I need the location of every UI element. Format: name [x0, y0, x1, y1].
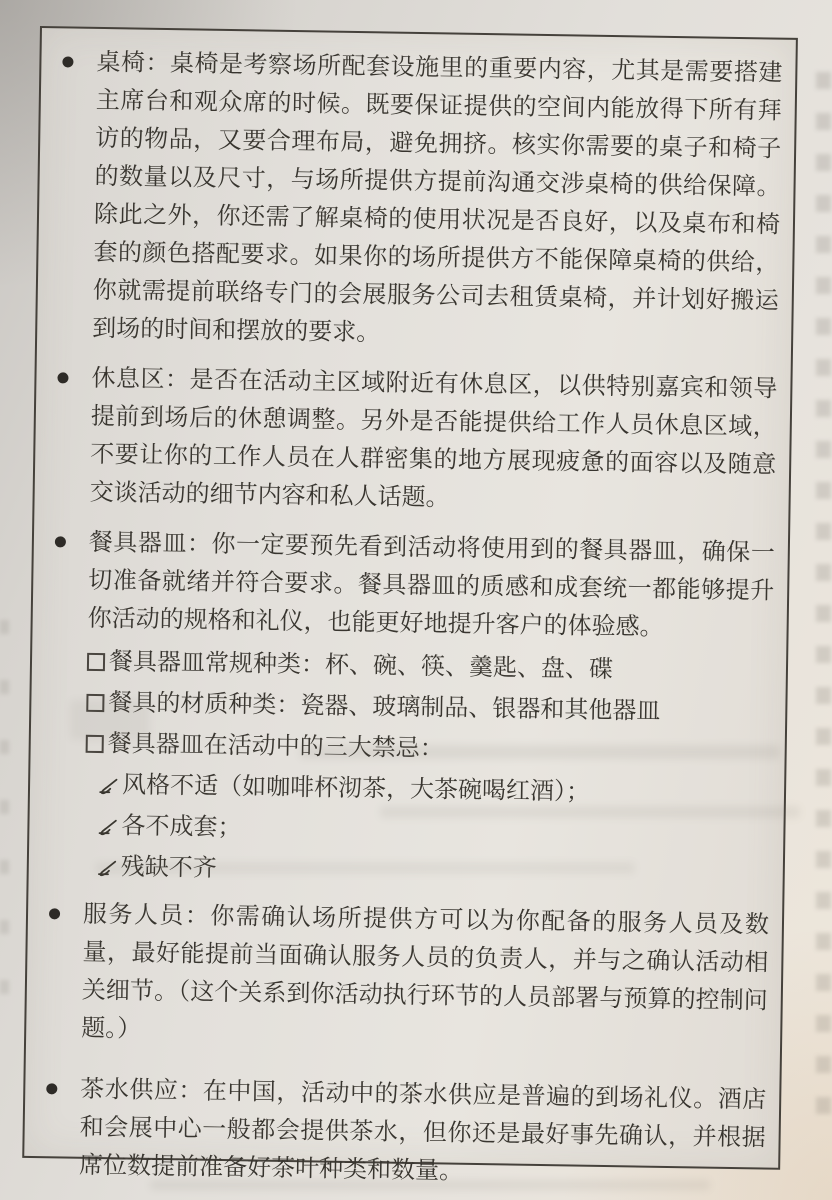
- bullet-text: 茶水供应：在中国，活动中的茶水供应是普遍的到场礼仪。酒店和会展中心一般都会提供茶水，但你还是最好事先确认，并根据席位数提前准备好茶叶种类和数量。: [78, 1076, 767, 1185]
- bullet-text: 餐具器皿：你一定要预先看到活动将使用到的餐具器皿，确保一切准备就绪并符合要求。餐具器皿的质感和成套统一都能够提升你活动的规格和礼仪，也能更好地提升客户的体验感。: [87, 529, 776, 641]
- bullet-text: 服务人员：你需确认场所提供方可以为你配备的服务人员及数量，最好能提前当面确认服务人员的负责人，并与之确认活动相关细节。（这个关系到你活动执行环节的人员部署与预算的控制问题。）: [81, 901, 770, 1043]
- checkbox-text: 餐具的材质种类：瓷器、玻璃制品、银器和其他器皿: [108, 690, 661, 725]
- pencil-icon: [97, 816, 118, 837]
- bleedthrough-artifact: [95, 862, 635, 874]
- bullet-item-tableware: [87, 524, 775, 649]
- bullet-icon: [57, 372, 68, 383]
- bleedthrough-artifact: [300, 745, 780, 759]
- bullet-item-tables-chairs: [92, 44, 783, 359]
- bullet-item-service-staff: [81, 896, 769, 1059]
- bleedthrough-artifact: [70, 700, 150, 740]
- page-content: [24, 28, 796, 1185]
- pencil-icon: [98, 775, 119, 796]
- bullet-icon: [46, 1083, 57, 1094]
- pencil-text: 残缺不齐: [120, 854, 217, 882]
- bullet-text: 休息区：是否在活动主区域附近有休息区，以供特别嘉宾和领导提前到场后的休憩调整。另外是否能提供给工作人员休息区域，不要让你的工作人员在人群密集的地方展现疲惫的面容以及随意交谈活动的细节内容和私人话题。: [89, 365, 778, 512]
- bullet-icon: [62, 56, 73, 67]
- bleedthrough-artifact: [380, 806, 800, 818]
- checkbox-text: 餐具器皿常规种类：杯、碗、筷、羹匙、盘、碟: [108, 649, 614, 684]
- bullet-item-tea-supply: [79, 1071, 767, 1196]
- bullet-text: 桌椅：桌椅是考察场所配套设施里的重要内容，尤其是需要搭建主席台和观众席的时候。既要保证提供的空间内能放得下所有拜访的物品，又要合理布局，避免拥挤。核实你需要的桌子和椅子的数量以及尺寸，与场所提供方提前沟通交涉桌椅的供给保障。除此之外，你还需了解桌椅的使用状况是否良好，以及桌布和椅套的颜色搭配要求。如果你的场所提供方不能保障桌椅的供给，你就需提前联络专门的会展服务公司去租赁桌椅，并计划好搬运到场的时间和摆放的要求。: [92, 49, 783, 347]
- bullet-icon: [49, 908, 60, 919]
- bullet-icon: [55, 536, 66, 547]
- pencil-text: 风格不适（如咖啡杯沏茶，大茶碗喝红酒）；: [121, 772, 591, 806]
- pencil-text: 各不成套；: [121, 813, 242, 842]
- checkbox-icon: [87, 653, 105, 671]
- checkbox-text: 餐具器皿在活动中的三大禁忌：: [107, 731, 444, 763]
- page-frame: [22, 26, 798, 1185]
- bleedthrough-left-margin: [0, 620, 9, 1040]
- bleedthrough-artifact: [150, 1180, 710, 1190]
- bullet-item-rest-area: [89, 360, 777, 523]
- bleedthrough-right-margin: [816, 72, 831, 1127]
